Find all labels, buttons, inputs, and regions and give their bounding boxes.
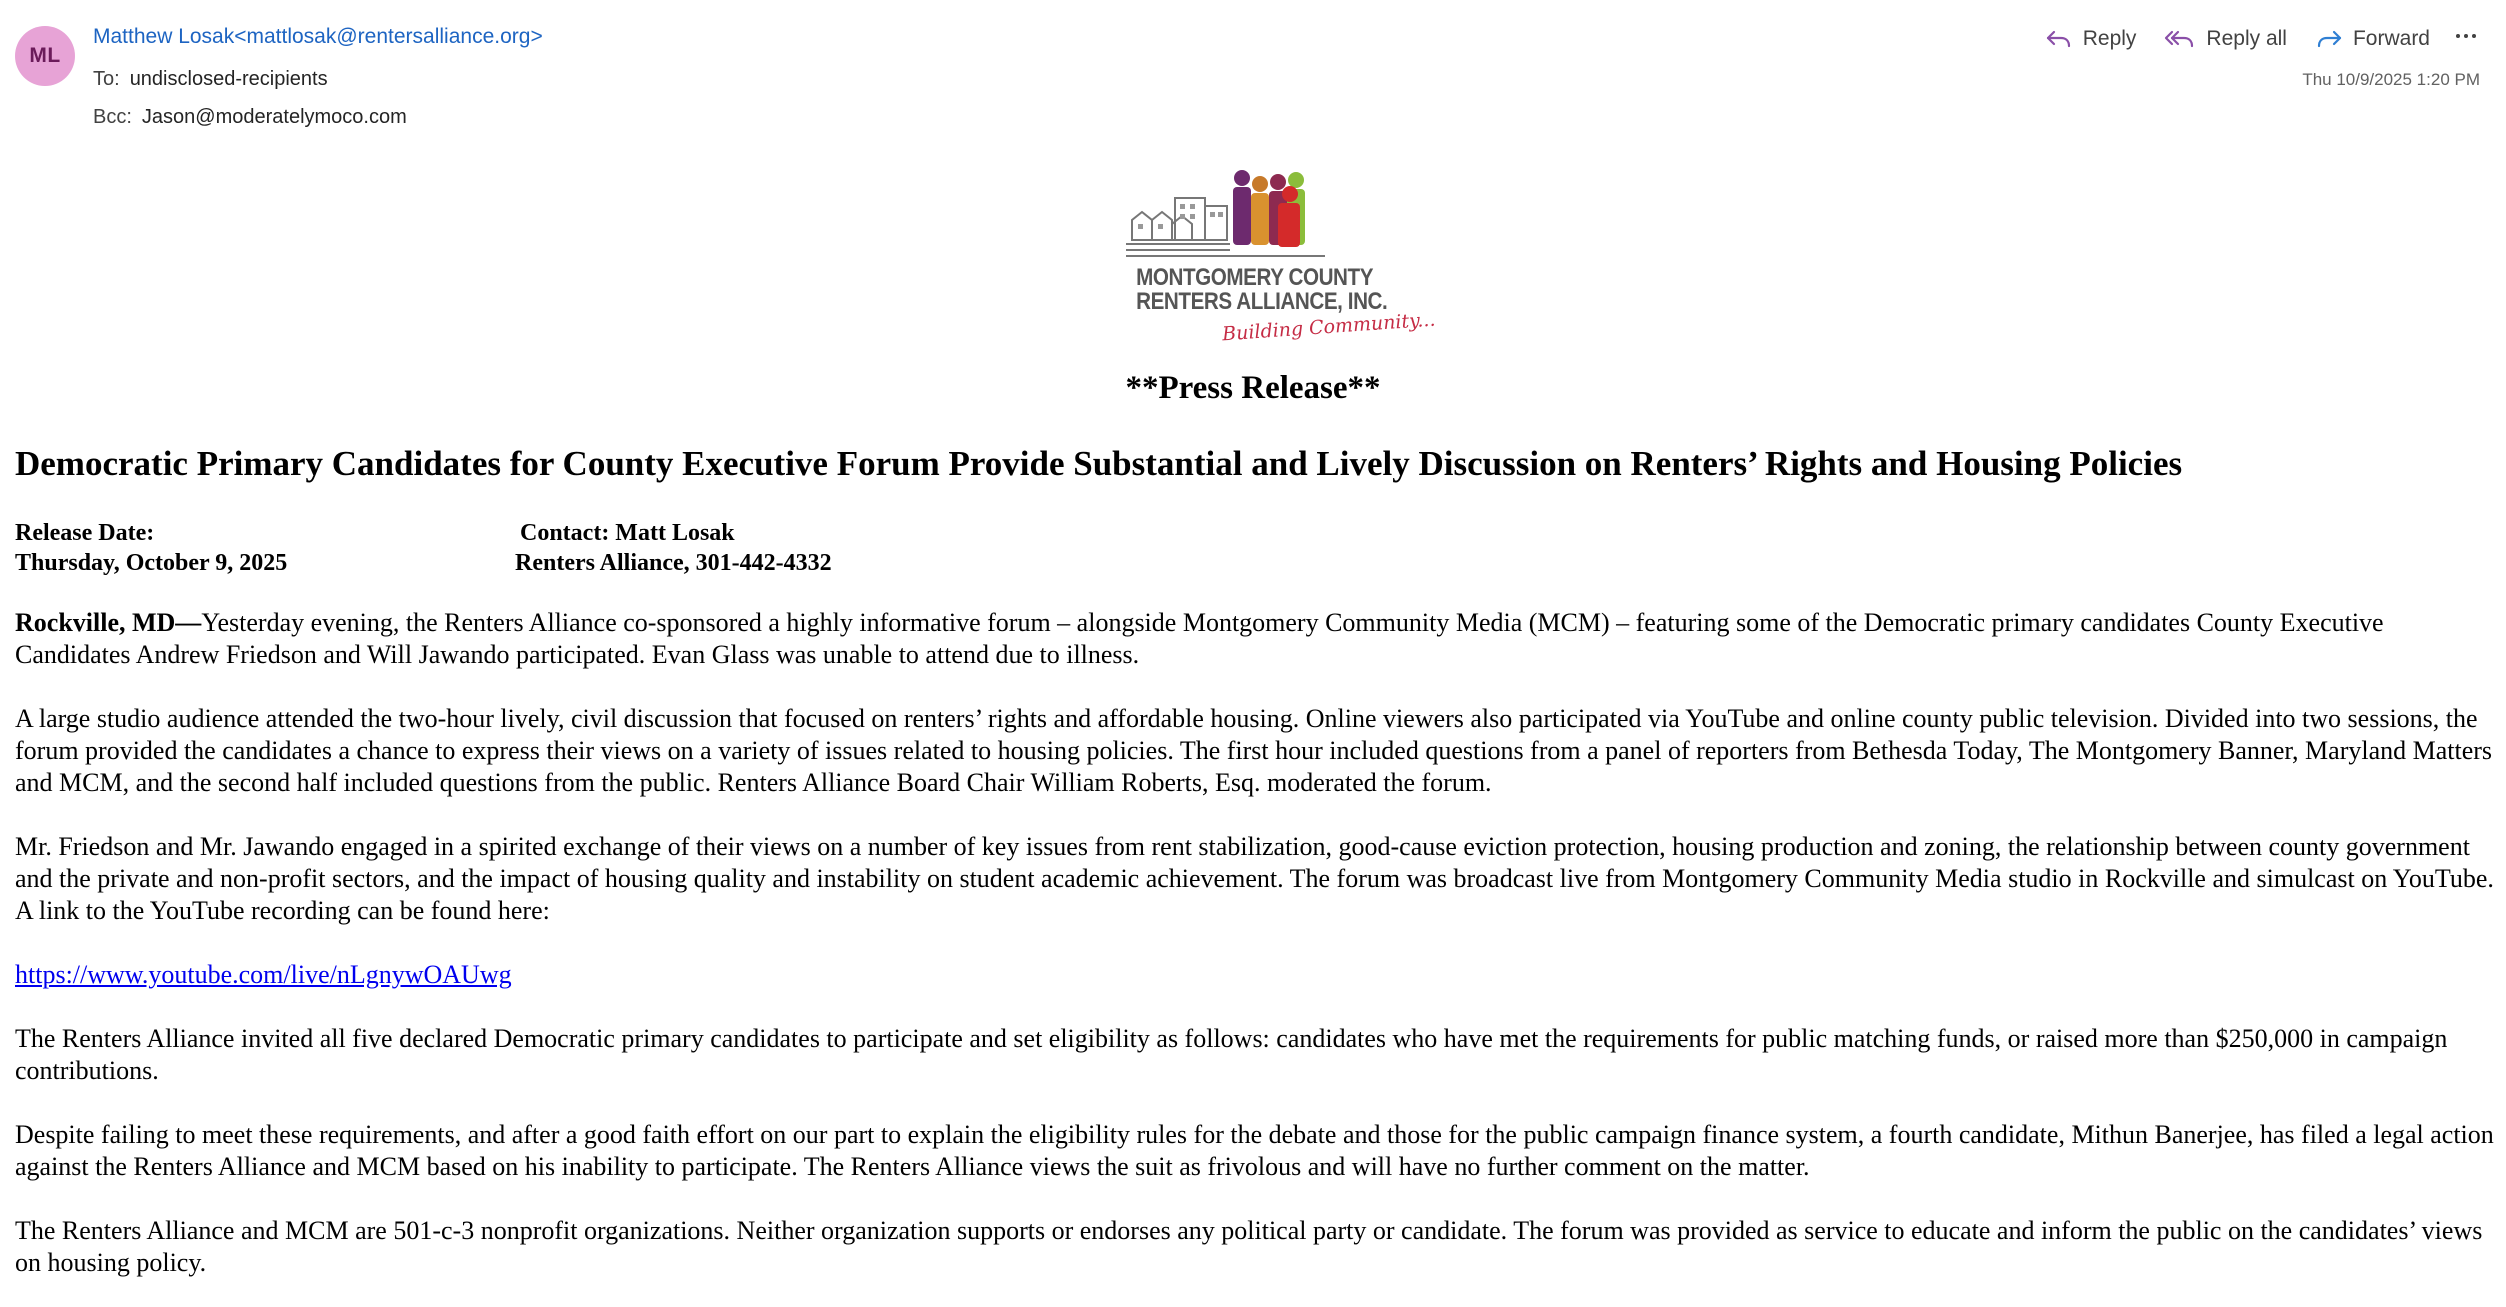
forward-button[interactable] bbox=[2301, 23, 2444, 55]
reply-all-icon bbox=[2164, 27, 2196, 51]
contact-name: Contact: Matt Losak bbox=[520, 520, 735, 546]
renters-alliance-logo bbox=[1120, 168, 1437, 350]
paragraph-2: A large studio audience attended the two-hour lively, civil discussion that focused on renters’ rights and affordable housing. Online viewers also participated via YouTube and online county public television. Divided into two sessions, the forum provided the candidates a chance to express their views on a variety of issues related to housing policies. The first hour included questions from a panel of reporters from Bethesda Today, The Montgomery Banner, Maryland Matters and MCM, and the second half included questions from the public. Renters Alliance Board Chair William Roberts, Esq. moderated the forum. bbox=[15, 704, 2493, 797]
paragraph-1 bbox=[15, 607, 2495, 671]
avatar-initials: ML bbox=[29, 44, 61, 67]
sender-avatar[interactable] bbox=[15, 26, 75, 86]
paragraph-6: Despite failing to meet these requirements, and after a good faith effort on our part to explain the eligibility rules for the debate and those for the public campaign finance system, a fourth candidate, Mithun Banerjee, has filed a legal action against the Renters Alliance and MCM based on his inability to participate. The Renters Alliance views the suit as frivolous and will have no further comment on the matter. bbox=[15, 1120, 2494, 1181]
paragraph-5: The Renters Alliance invited all five declared Democratic primary candidates to participate and set eligibility as follows: candidates who have met the requirements for public matching funds, or raised more than $250,000 in campaign contributions. bbox=[15, 1024, 2448, 1085]
forward-label: Forward bbox=[2352, 26, 2430, 50]
youtube-link-row bbox=[15, 959, 2495, 991]
paragraph-7: The Renters Alliance and MCM are 501-c-3 nonprofit organizations. Neither organization supports or endorses any political party or candidate. The forum was provided as service to educate and inform the public on the candidates’ views on housing policy. bbox=[15, 1216, 2483, 1277]
reply-icon bbox=[2045, 27, 2073, 51]
dateline: Rockville, MD— bbox=[15, 608, 202, 637]
bcc-label: Bcc: bbox=[93, 106, 132, 128]
message-actions bbox=[2031, 20, 2488, 57]
paragraph-3: Mr. Friedson and Mr. Jawando engaged in a spirited exchange of their views on a number of key issues from rent stabilization, good-cause eviction protection, housing production and zoning, the relationship between county government and the private and non-profit sectors, and the impact of housing quality and instability on student academic achievement. The forum was broadcast live from Montgomery Community Media studio in Rockville and simulcast on YouTube. A link to the YouTube recording can be found here: bbox=[15, 832, 2494, 925]
press-release-title: **Press Release** bbox=[1125, 370, 1381, 406]
release-date: Thursday, October 9, 2025 bbox=[15, 550, 288, 576]
youtube-link[interactable]: https://www.youtube.com/live/nLgnywOAUwg bbox=[15, 960, 512, 989]
bcc-value[interactable]: Jason@moderatelymoco.com bbox=[141, 106, 407, 128]
logo-line-2: RENTERS ALLIANCE, INC. bbox=[1136, 288, 1388, 315]
paragraph-1-text: Yesterday evening, the Renters Alliance co-sponsored a highly informative forum – alongside Montgomery Community Media (MCM) – featuring some of the Democratic primary candidates County Executive Candidates Andrew Friedson and Will Jawando participated. Evan Glass was unable to attend due to illness. bbox=[15, 608, 2384, 669]
contact-org: Renters Alliance, 301-442-4332 bbox=[515, 550, 832, 576]
message-timestamp: Thu 10/9/2025 1:20 PM bbox=[2302, 70, 2480, 89]
reply-all-label: Reply all bbox=[2206, 26, 2287, 50]
reply-button[interactable] bbox=[2031, 23, 2151, 55]
logo-tagline: Building Community... bbox=[1221, 308, 1437, 346]
to-row bbox=[93, 68, 328, 91]
logo-line-1: MONTGOMERY COUNTY bbox=[1136, 264, 1374, 291]
bcc-row bbox=[93, 106, 407, 129]
logo-graphic bbox=[1120, 168, 1350, 264]
forward-icon bbox=[2315, 27, 2343, 51]
more-horizontal-icon bbox=[2454, 35, 2478, 52]
sender-name[interactable]: Matthew Losak<mattlosak@rentersalliance.org> bbox=[93, 25, 543, 48]
to-label: To: bbox=[93, 68, 120, 90]
reply-label: Reply bbox=[2082, 26, 2137, 50]
reply-all-button[interactable] bbox=[2150, 23, 2301, 55]
more-actions-button[interactable] bbox=[2444, 20, 2488, 57]
release-date-label: Release Date: bbox=[15, 520, 155, 546]
to-value[interactable]: undisclosed-recipients bbox=[129, 68, 328, 90]
headline: Democratic Primary Candidates for County Executive Forum Provide Substantial and Lively Discussion on Renters’ Rights and Housing Policies bbox=[15, 444, 2183, 483]
